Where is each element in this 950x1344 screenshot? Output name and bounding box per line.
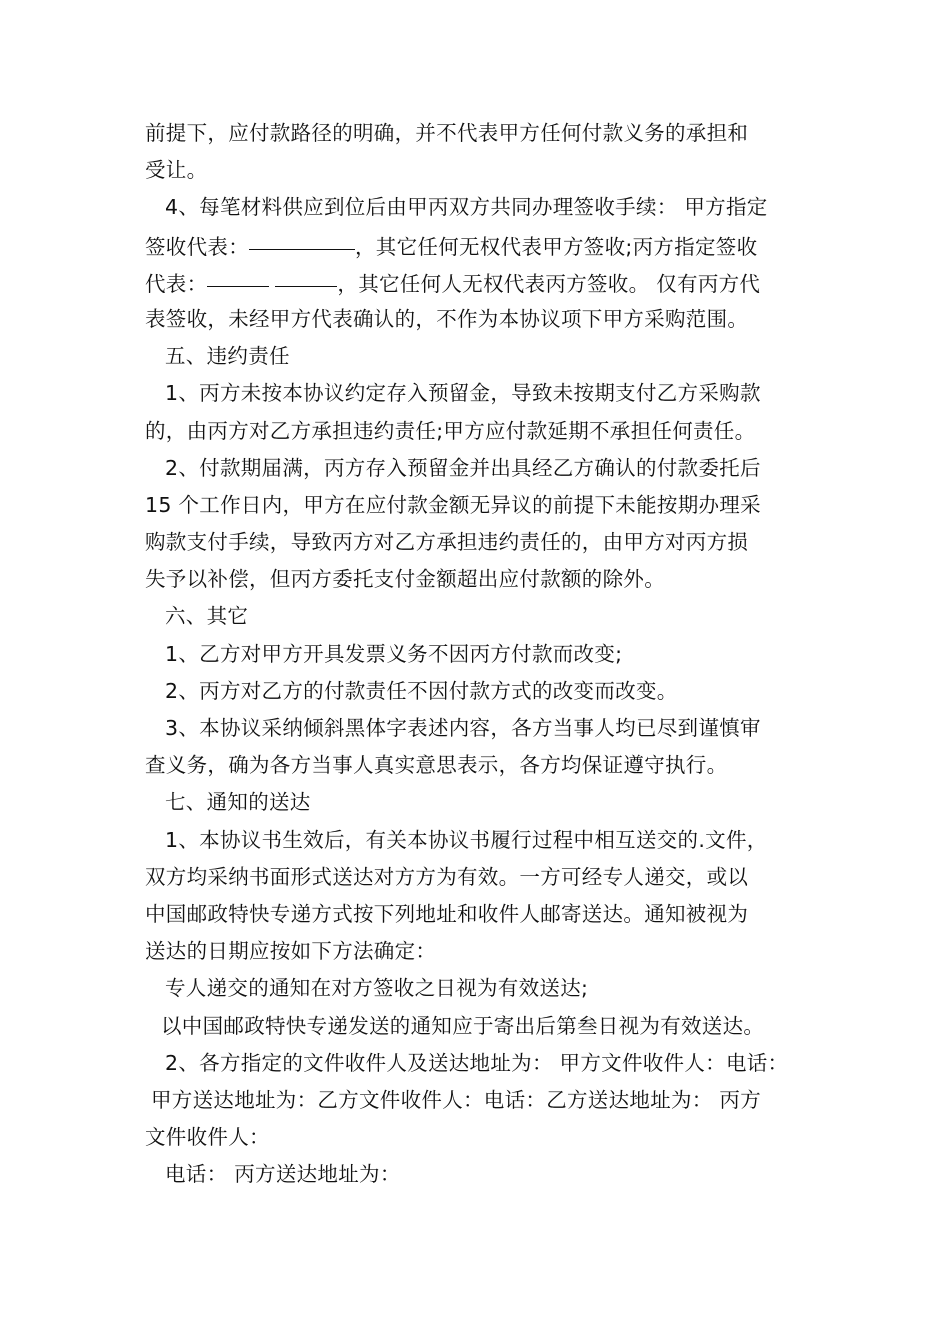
paragraph-line: 2、付款期届满，丙方存入预留金并出具经乙方确认的付款委托后 — [165, 455, 761, 480]
paragraph-line: 1、丙方未按本协议约定存入预留金，导致未按期支付乙方采购款 — [165, 381, 761, 406]
paragraph-line: 4、每笔材料供应到位后由甲丙双方共同办理签收手续： 甲方指定 — [165, 195, 768, 220]
line-text: ，其它任何人无权代表丙方签收。 仅有丙方代 — [337, 271, 761, 296]
paragraph-line: 以中国邮政特快专递发送的通知应于寄出后第叁日视为有效送达。 — [161, 1013, 765, 1038]
paragraph-line: 送达的日期应按如下方法确定： — [145, 939, 437, 964]
section-heading: 六、其它 — [165, 604, 249, 629]
paragraph-line: 受让。 — [145, 158, 208, 183]
paragraph-line: 购款支付手续，导致丙方对乙方承担违约责任的，由甲方对丙方损 — [145, 530, 749, 555]
paragraph-line: 专人递交的通知在对方签收之日视为有效送达; — [165, 976, 589, 1001]
document-page — [145, 115, 845, 1193]
signature-blank — [249, 227, 355, 250]
signature-blank — [207, 264, 269, 287]
paragraph-line: 1、本协议书生效后，有关本协议书履行过程中相互送交的.文件， — [165, 827, 768, 852]
paragraph-line: 的，由丙方对乙方承担违约责任;甲方应付款延期不承担任何责任。 — [145, 418, 756, 443]
paragraph-line: 甲方送达地址为：乙方文件收件人：电话：乙方送达地址为： 丙方 — [151, 1087, 762, 1112]
line-text: ，其它任何无权代表甲方签收;丙方指定签收 — [355, 234, 758, 259]
line-text: 代表： — [145, 271, 208, 296]
paragraph-line: 3、本协议采纳倾斜黑体字表述内容，各方当事人均已尽到谨慎审 — [165, 716, 761, 740]
paragraph-line: 查义务，确为各方当事人真实意思表示，各方均保证遵守执行。 — [145, 753, 728, 778]
paragraph-line: 文件收件人： — [145, 1125, 270, 1150]
signature-blank — [275, 264, 337, 287]
section-heading: 七、通知的送达 — [165, 790, 311, 815]
paragraph-line-with-blank — [145, 264, 845, 301]
paragraph-line: 表签收，未经甲方代表确认的，不作为本协议项下甲方采购范围。 — [145, 306, 749, 331]
paragraph-line: 1、乙方对甲方开具发票义务不因丙方付款而改变; — [165, 641, 623, 666]
section-heading: 五、违约责任 — [165, 344, 290, 369]
line-text: 签收代表： — [145, 234, 249, 259]
paragraph-line: 前提下，应付款路径的明确，并不代表甲方任何付款义务的承担和 — [145, 121, 749, 145]
paragraph-line: 15 个工作日内，甲方在应付款金额无异议的前提下未能按期办理采 — [145, 492, 761, 517]
paragraph-line: 中国邮政特快专递方式按下列地址和收件人邮寄送达。通知被视为 — [145, 901, 749, 926]
paragraph-line: 双方均采纳书面形式送达对方方为有效。一方可经专人递交，或以 — [145, 864, 749, 889]
paragraph-line: 失予以补偿，但丙方委托支付金额超出应付款额的除外。 — [145, 567, 665, 592]
paragraph-line-with-blank — [145, 227, 845, 264]
paragraph-line: 电话： 丙方送达地址为： — [165, 1162, 401, 1187]
paragraph-line: 2、各方指定的文件收件人及送达地址为： 甲方文件收件人：电话： — [165, 1050, 789, 1075]
paragraph-line: 2、丙方对乙方的付款责任不因付款方式的改变而改变。 — [165, 678, 678, 703]
